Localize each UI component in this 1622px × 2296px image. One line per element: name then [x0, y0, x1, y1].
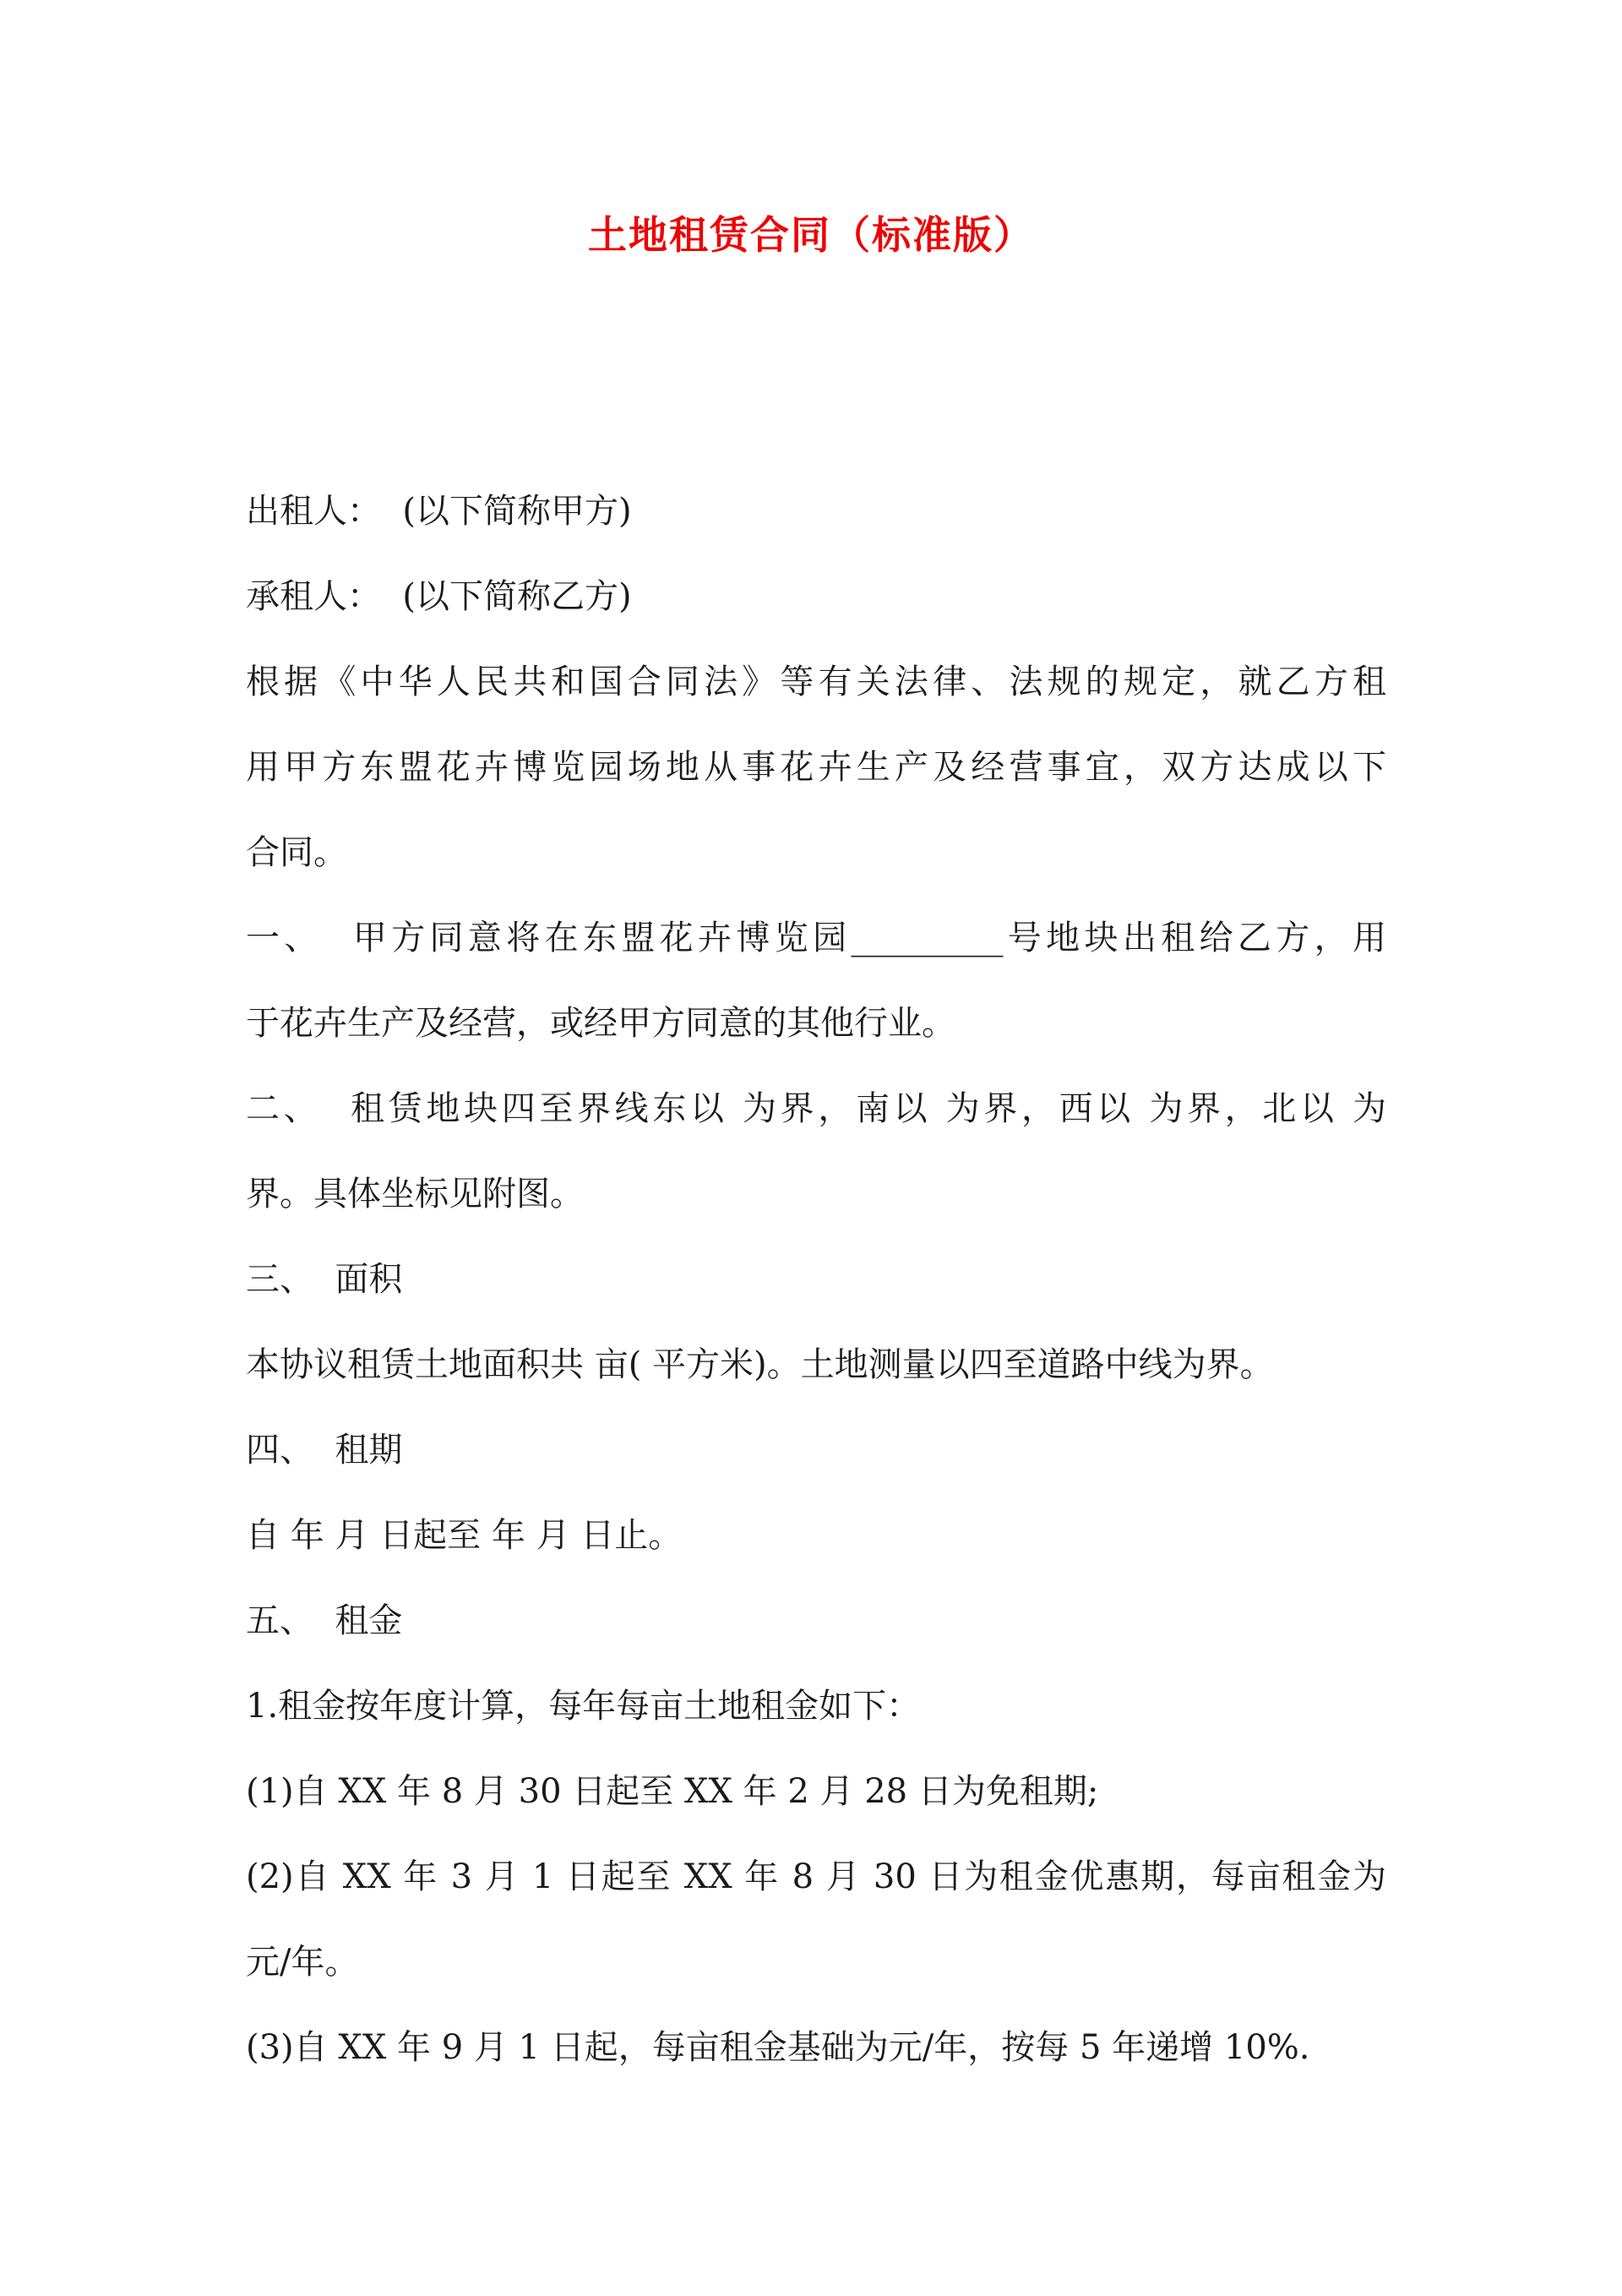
lessor-line: 出租人： (以下简称甲方)	[246, 492, 632, 531]
preamble-line-1: 根据《中华人民共和国合同法》等有关法律、法规的规定，就乙方租	[246, 663, 1386, 701]
clause-3-heading: 三、 面积	[246, 1260, 403, 1299]
document-body	[246, 469, 1386, 2091]
rent-subitem-2-line-1: (2)自 XX 年 3 月 1 日起至 XX 年 8 月 30 日为租金优惠期，每亩租金为	[246, 1857, 1386, 1896]
rent-subitem-1: (1)自 XX 年 8 月 30 日起至 XX 年 2 月 28 日为免租期;	[246, 1772, 1099, 1811]
clause-4-text: 自 年 月 日起至 年 月 日止。	[246, 1516, 683, 1555]
clause-3-text: 本协议租赁土地面积共 亩( 平方米)。土地测量以四至道路中线为界。	[246, 1345, 1274, 1384]
rent-item-1: 1.租金按年度计算，每年每亩土地租金如下：	[246, 1687, 921, 1726]
clause-1-line-2: 于花卉生产及经营，或经甲方同意的其他行业。	[246, 1004, 955, 1043]
clause-2-line-1: 二、 租赁地块四至界线东以 为界，南以 为界，西以 为界，北以 为	[246, 1089, 1386, 1128]
rent-subitem-2-line-2: 元/年。	[246, 1943, 359, 1982]
clause-1-line-1: 一、 甲方同意将在东盟花卉博览园_________号地块出租给乙方，用	[246, 919, 1386, 957]
clause-4-heading: 四、 租期	[246, 1431, 403, 1470]
preamble-line-3: 合同。	[246, 833, 347, 872]
document-title: 土地租赁合同（标准版）	[588, 212, 1034, 258]
clause-2-line-2: 界。具体坐标见附图。	[246, 1175, 584, 1213]
rent-subitem-3: (3)自 XX 年 9 月 1 日起，每亩租金基础为元/年，按每 5 年递增 10%.	[246, 2028, 1310, 2067]
preamble-line-2: 用甲方东盟花卉博览园场地从事花卉生产及经营事宜，双方达成以下	[246, 748, 1386, 787]
lessee-line: 承租人： (以下简称乙方)	[246, 577, 632, 616]
clause-5-heading: 五、 租金	[246, 1601, 403, 1640]
